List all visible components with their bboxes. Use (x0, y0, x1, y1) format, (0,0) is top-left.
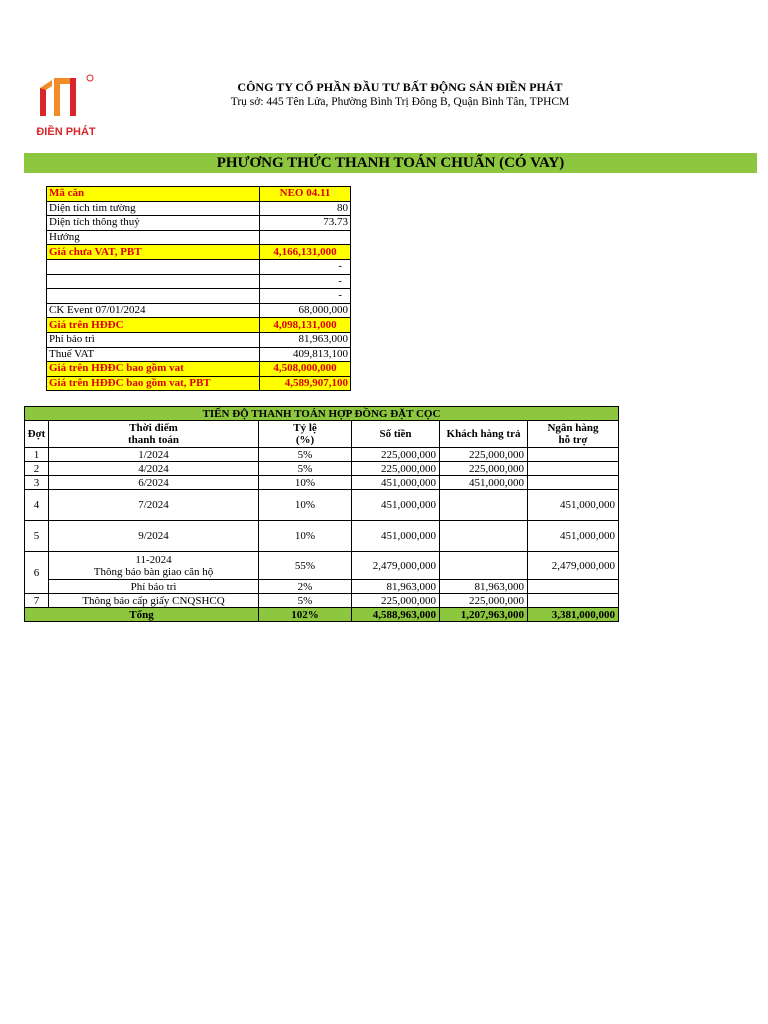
unit-info-table (46, 186, 351, 391)
info-value: - (260, 274, 351, 289)
cell-time: 1/2024 (49, 448, 259, 462)
cell-time (49, 552, 259, 580)
info-value: 73.73 (260, 216, 351, 231)
col-header-customer: Khách hàng trả (440, 421, 528, 448)
info-row-blank (47, 289, 351, 304)
cell-installment: 4 (25, 490, 49, 521)
cell-rate: 5% (259, 462, 352, 476)
cell-customer: 225,000,000 (440, 462, 528, 476)
col-header-bank-line2: hỗ trợ (558, 434, 588, 446)
table-caption: TIẾN ĐỘ THANH TOÁN HỢP ĐỒNG ĐẶT CỌC (25, 407, 619, 421)
cell-rate: 5% (259, 448, 352, 462)
cell-customer: 225,000,000 (440, 594, 528, 608)
cell-time: 6/2024 (49, 476, 259, 490)
cell-time: Phí bảo trì (49, 580, 259, 594)
info-label: CK Event 07/01/2024 (47, 303, 260, 318)
info-label: Giá chưa VAT, PBT (47, 245, 260, 260)
cell-bank (528, 580, 619, 594)
cell-amount: 225,000,000 (352, 448, 440, 462)
col-header-bank (528, 421, 619, 448)
info-row-price-excl-vat (47, 245, 351, 260)
info-value: 68,000,000 (260, 303, 351, 318)
table-header-row (25, 421, 619, 448)
info-row-price-incl-vat (47, 362, 351, 377)
cell-amount: 451,000,000 (352, 490, 440, 521)
cell-bank (528, 462, 619, 476)
logo-text: ĐIỀN PHÁT (36, 126, 96, 138)
cell-installment: 1 (25, 448, 49, 462)
info-label: Diện tích tim tường (47, 201, 260, 216)
col-header-bank-line1: Ngân hàng (547, 422, 599, 434)
cell-installment: 7 (25, 594, 49, 608)
cell-bank (528, 476, 619, 490)
col-header-time-line1: Thời điểm (129, 422, 178, 434)
table-row (25, 594, 619, 608)
col-header-time (49, 421, 259, 448)
cell-customer: 225,000,000 (440, 448, 528, 462)
info-value: - (260, 259, 351, 274)
info-value: - (260, 289, 351, 304)
table-row (25, 552, 619, 580)
info-label: Mã căn (47, 187, 260, 202)
info-label: Thuế VAT (47, 347, 260, 362)
cell-rate: 10% (259, 490, 352, 521)
info-value: 4,589,907,100 (260, 376, 351, 391)
info-row-blank (47, 274, 351, 289)
info-row-net-area (47, 216, 351, 231)
col-header-rate-line1: Tỷ lệ (293, 422, 317, 434)
table-caption-row (25, 407, 619, 421)
table-row (25, 448, 619, 462)
col-header-rate (259, 421, 352, 448)
table-row (25, 521, 619, 552)
cell-customer: 451,000,000 (440, 476, 528, 490)
cell-bank: 451,000,000 (528, 521, 619, 552)
info-value: 81,963,000 (260, 332, 351, 347)
cell-time: Thông báo cấp giấy CNQSHCQ (49, 594, 259, 608)
cell-time: 7/2024 (49, 490, 259, 521)
cell-time-line1: 11-2024 (135, 553, 172, 566)
company-logo (26, 72, 106, 142)
info-row-maintenance-fee (47, 332, 351, 347)
info-label: Giá trên HĐĐC (47, 318, 260, 333)
info-row-vat (47, 347, 351, 362)
cell-customer (440, 521, 528, 552)
company-address: Trụ sở: 445 Tên Lửa, Phường Bình Trị Đông B, Quận Bình Tân, TPHCM (230, 96, 570, 108)
cell-amount: 2,479,000,000 (352, 552, 440, 580)
page-title: PHƯƠNG THỨC THANH TOÁN CHUẨN (CÓ VAY) (24, 153, 757, 173)
info-row-wall-area (47, 201, 351, 216)
cell-customer (440, 552, 528, 580)
table-row (25, 476, 619, 490)
cell-rate: 10% (259, 521, 352, 552)
cell-installment: 5 (25, 521, 49, 552)
cell-amount: 451,000,000 (352, 476, 440, 490)
table-total-row (25, 608, 619, 622)
col-header-rate-line2: (%) (295, 434, 315, 446)
info-row-blank (47, 259, 351, 274)
cell-bank (528, 594, 619, 608)
payment-schedule-table (24, 406, 619, 622)
total-label: Tổng (25, 608, 259, 622)
info-value (260, 230, 351, 245)
cell-installment: 3 (25, 476, 49, 490)
col-header-installment: Đợt (25, 421, 49, 448)
info-label: Hướng (47, 230, 260, 245)
cell-customer (440, 490, 528, 521)
info-value: 409,813,100 (260, 347, 351, 362)
info-row-discount (47, 303, 351, 318)
info-value: 4,508,000,000 (260, 362, 351, 377)
cell-time: 4/2024 (49, 462, 259, 476)
cell-installment: 6 (25, 552, 49, 594)
total-rate: 102% (259, 608, 352, 622)
table-row (25, 490, 619, 521)
col-header-time-line2: thanh toán (127, 434, 180, 446)
total-customer: 1,207,963,000 (440, 608, 528, 622)
info-row-price-incl-vat-pbt (47, 376, 351, 391)
info-row-direction (47, 230, 351, 245)
col-header-amount: Số tiền (352, 421, 440, 448)
cell-time-line2: Thông báo bàn giao căn hộ (93, 565, 214, 578)
info-label (47, 274, 260, 289)
total-amount: 4,588,963,000 (352, 608, 440, 622)
cell-installment: 2 (25, 462, 49, 476)
company-header (160, 80, 640, 110)
cell-bank (528, 448, 619, 462)
info-row-unit-code (47, 187, 351, 202)
cell-rate: 2% (259, 580, 352, 594)
cell-customer: 81,963,000 (440, 580, 528, 594)
table-row (25, 580, 619, 594)
cell-rate: 5% (259, 594, 352, 608)
total-bank: 3,381,000,000 (528, 608, 619, 622)
cell-time: 9/2024 (49, 521, 259, 552)
cell-amount: 81,963,000 (352, 580, 440, 594)
cell-bank: 451,000,000 (528, 490, 619, 521)
info-label (47, 259, 260, 274)
cell-bank: 2,479,000,000 (528, 552, 619, 580)
info-value: NEO 04.11 (260, 187, 351, 202)
company-name: CÔNG TY CỔ PHẦN ĐẦU TƯ BẤT ĐỘNG SẢN ĐIỀN PHÁT (237, 80, 563, 94)
info-label: Giá trên HĐĐC bao gồm vat (47, 362, 260, 377)
cell-amount: 225,000,000 (352, 594, 440, 608)
info-label: Giá trên HĐĐC bao gồm vat, PBT (47, 376, 260, 391)
info-label (47, 289, 260, 304)
cell-rate: 55% (259, 552, 352, 580)
info-value: 4,098,131,000 (260, 318, 351, 333)
info-value: 80 (260, 201, 351, 216)
info-value: 4,166,131,000 (260, 245, 351, 260)
cell-amount: 225,000,000 (352, 462, 440, 476)
cell-rate: 10% (259, 476, 352, 490)
table-row (25, 462, 619, 476)
info-label: Phí bảo trì (47, 332, 260, 347)
info-row-contract-price (47, 318, 351, 333)
info-label: Diện tích thông thuỷ (47, 216, 260, 231)
cell-amount: 451,000,000 (352, 521, 440, 552)
